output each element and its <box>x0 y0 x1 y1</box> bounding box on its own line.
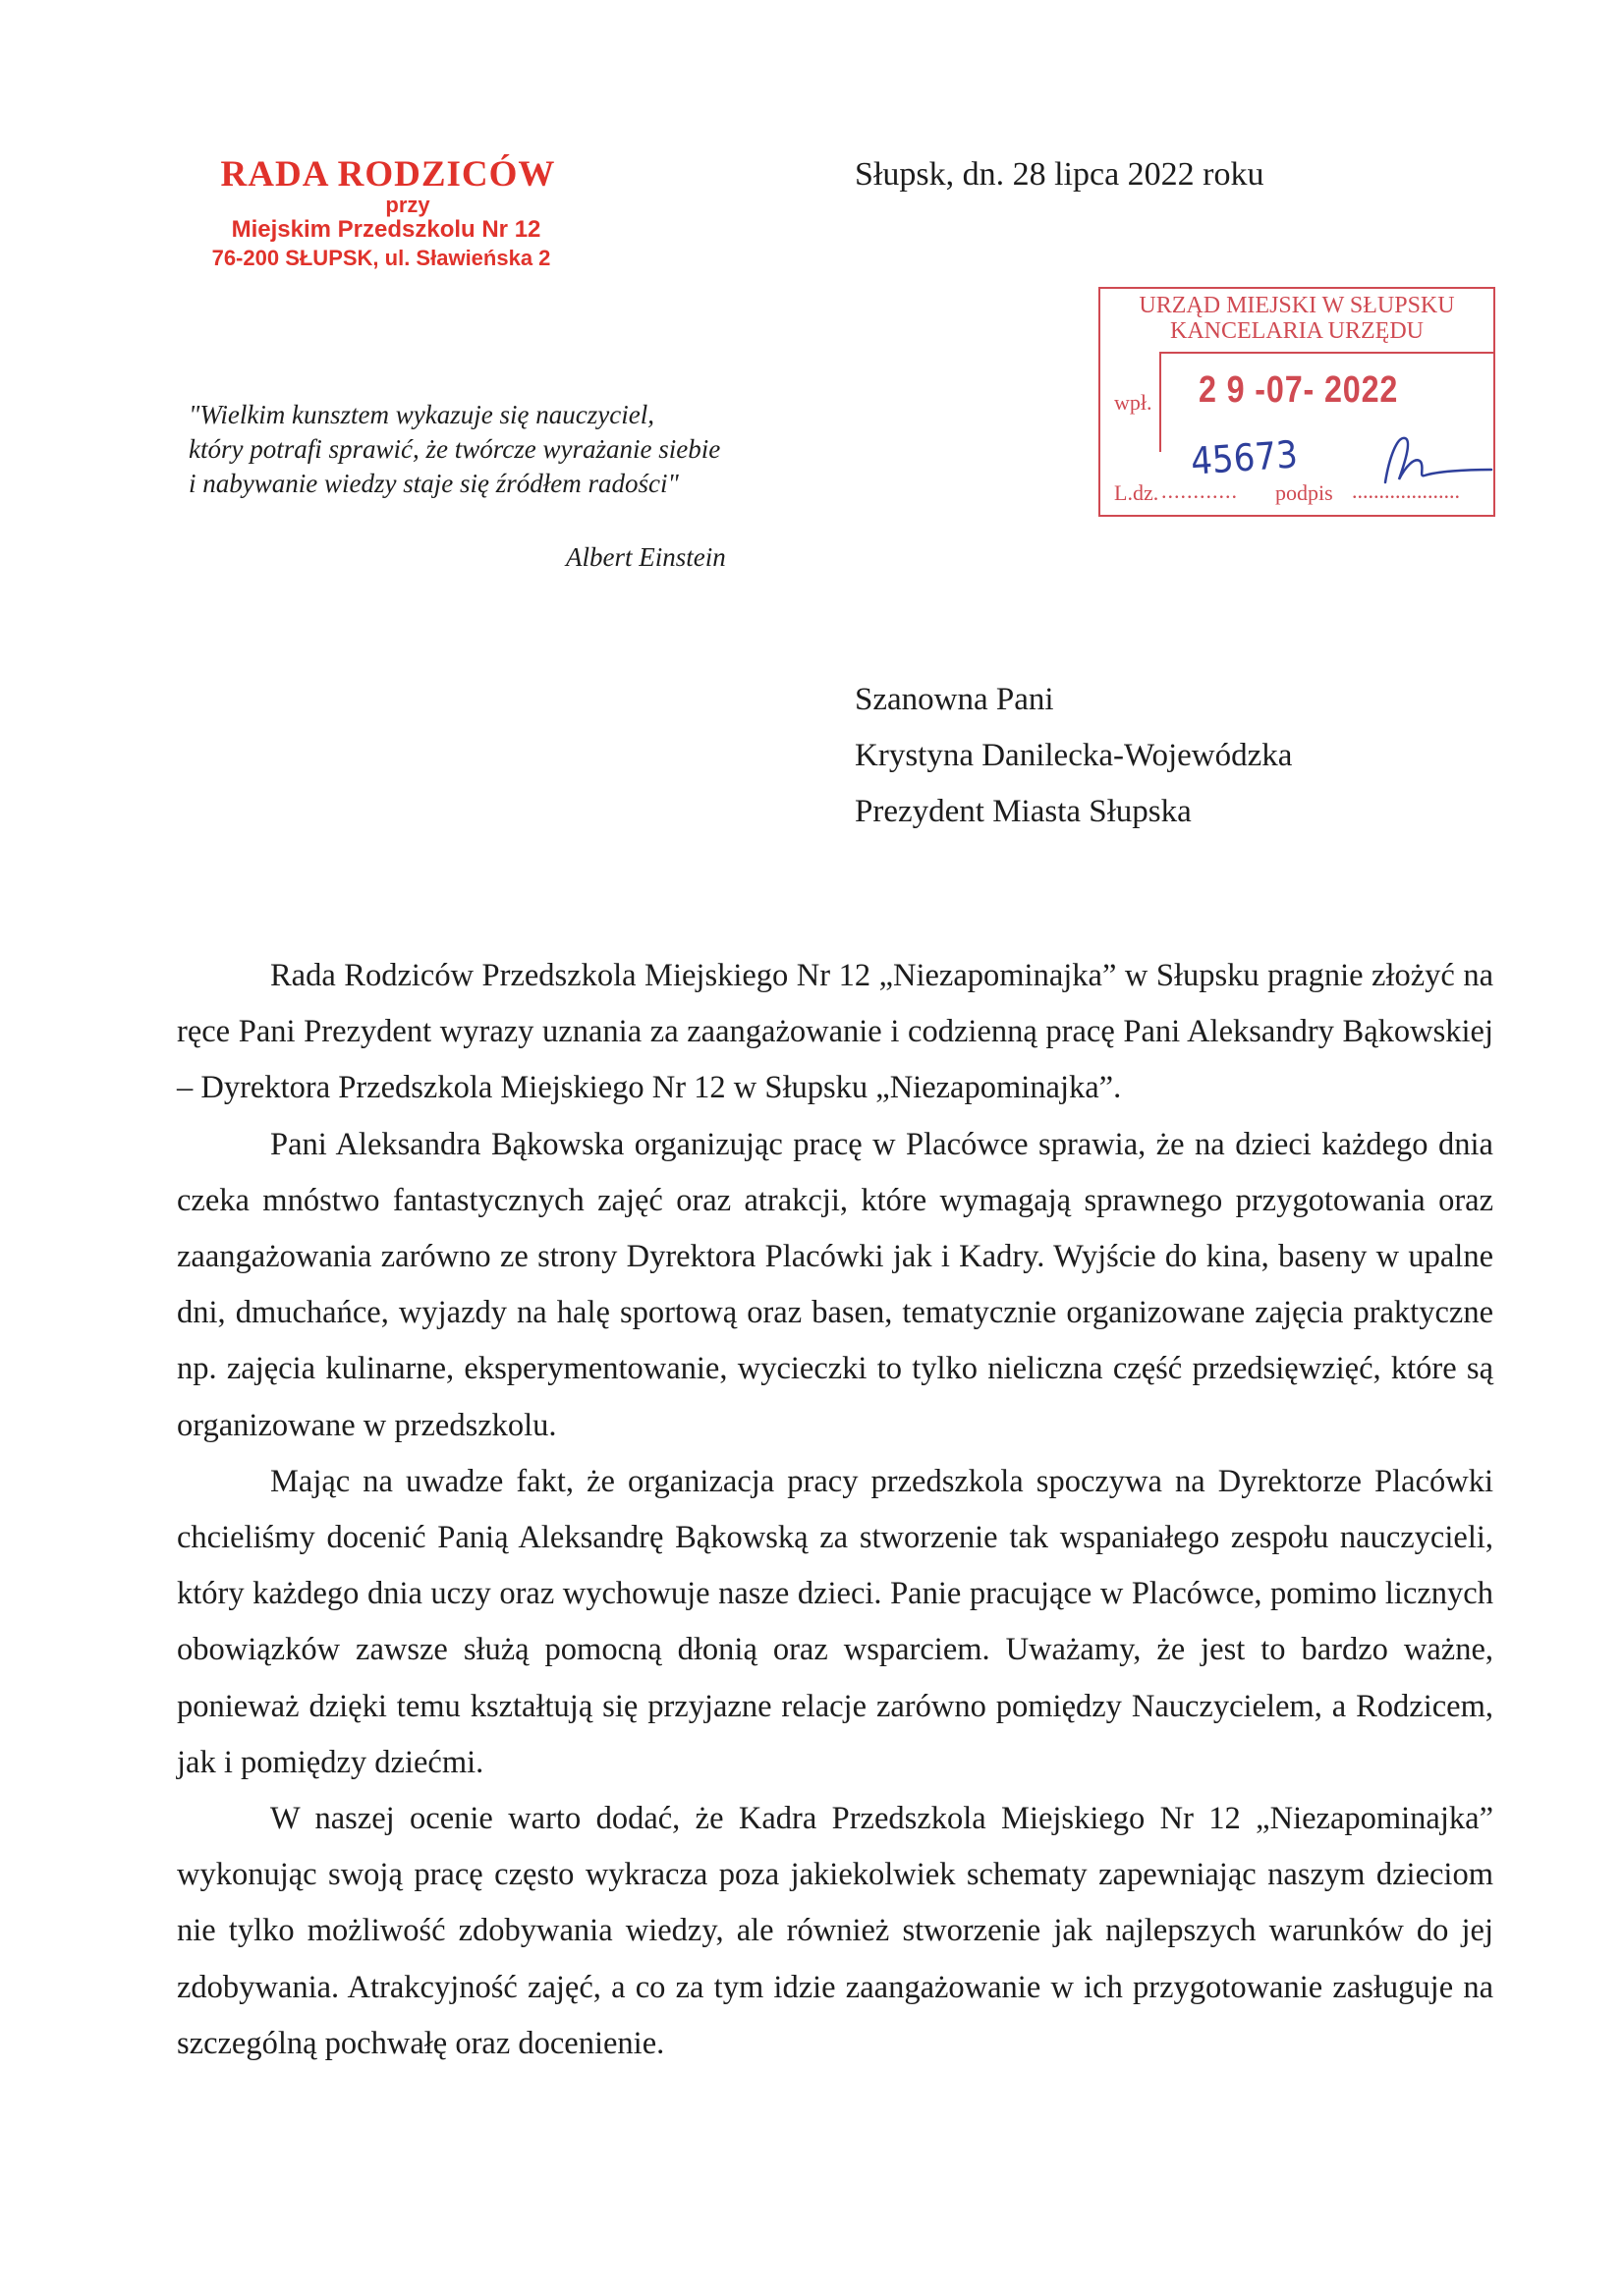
sender-letterhead <box>196 155 580 273</box>
addressee-block <box>855 672 1292 840</box>
registry-stamp <box>1098 287 1495 517</box>
stamp-received-label: wpł. <box>1114 390 1152 415</box>
letter-body <box>177 948 1493 2072</box>
handwritten-signature-icon <box>1375 428 1493 497</box>
body-paragraph: W naszej ocenie warto dodać, że Kadra Przedszkola Miejskiego Nr 12 „Niezapominajka” wykonując swoją pracę często wykracza poza jakiekolwiek schematy zapewniając naszym dzieciom nie tylko możliwość zdobywania wiedzy, ale również stworzenie jak najlepszych warunków do jej zdobywania. Atrakcyjność zajęć, a co za tym idzie zaangażowanie w ich przygotowanie zasługuje na szczególną pochwałę oraz docenienie. <box>177 1801 1493 2061</box>
stamp-ldz-dots: ............ <box>1161 478 1238 503</box>
stamp-ldz-label: L.dz. <box>1114 480 1159 505</box>
addressee-position: Prezydent Miasta Słupska <box>855 794 1192 829</box>
body-paragraph: Pani Aleksandra Bąkowska organizując pracę w Placówce sprawia, że na dzieci każdego dnia czeka mnóstwo fantastycznych zajęć oraz atrakcji, które wymagają sprawnego przygotowania oraz zaangażowania zarówno ze strony Dyrektora Placówki jak i Kadry. Wyjście do kina, baseny w upalne dni, dmuchańce, wyjazdy na halę sportową oraz basen, tematycznie organizowane zajęcia praktyczne np. zajęcia kulinarne, eksperymentowanie, wycieczki to tylko nieliczna część przedsięwzięć, które są organizowane w przedszkolu. <box>177 1126 1493 1443</box>
addressee-salutation: Szanowna Pani <box>855 682 1054 717</box>
place-date: Słupsk, dn. 28 lipca 2022 roku <box>855 156 1264 193</box>
sender-address: 76-200 SŁUPSK, ul. Sławieńska 2 <box>211 246 551 270</box>
stamp-ldz-number: 45673 <box>1189 432 1300 483</box>
epigraph-quote <box>189 398 720 501</box>
sender-institution: Miejskim Przedszkolu Nr 12 <box>231 216 541 243</box>
stamp-department: KANCELARIA URZĘDU <box>1170 318 1424 344</box>
stamp-signature-dots: .................... <box>1352 478 1460 503</box>
quote-line: "Wielkim kunsztem wykazuje się nauczyciel, <box>189 400 654 429</box>
body-paragraph: Mając na uwadze fakt, że organizacja pracy przedszkola spoczywa na Dyrektorze Placówki chcieliśmy docenić Panią Aleksandrę Bąkowską za stworzenie tak wspaniałego zespołu nauczycieli, który każdego dnia uczy oraz wychowuje nasze dzieci. Panie pracujące w Placówce, pomimo licznych obowiązków zawsze służą pomocną dłonią oraz wsparciem. Uważamy, że jest to bardzo ważne, ponieważ dzięki temu kształtują się przyjazne relacje zarówno pomiędzy Nauczycielem, a Rodzicem, jak i pomiędzy dziećmi. <box>177 1463 1493 1780</box>
quote-author: Albert Einstein <box>566 542 726 572</box>
stamp-signature-label: podpis <box>1275 480 1333 505</box>
quote-line: który potrafi sprawić, że twórcze wyrażanie siebie <box>189 434 721 464</box>
stamp-received-date: 2 9 -07- 2022 <box>1199 369 1399 411</box>
quote-line: i nabywanie wiedzy staje się źródłem radości" <box>189 469 679 498</box>
addressee-name: Krystyna Danilecka-Wojewódzka <box>855 738 1293 773</box>
sender-org-name: RADA RODZICÓW <box>220 154 556 195</box>
stamp-office: URZĄD MIEJSKI W SŁUPSKU <box>1139 293 1455 318</box>
sender-przy: przy <box>385 193 430 217</box>
body-paragraph: Rada Rodziców Przedszkola Miejskiego Nr 12 „Niezapominajka” w Słupsku pragnie złożyć na ręce Pani Prezydent wyrazy uznania za zaangażowanie i codzienną pracę Pani Aleksandry Bąkowskiej – Dyrektora Przedszkola Miejskiego Nr 12 w Słupsku „Niezapominajka”. <box>177 958 1493 1106</box>
